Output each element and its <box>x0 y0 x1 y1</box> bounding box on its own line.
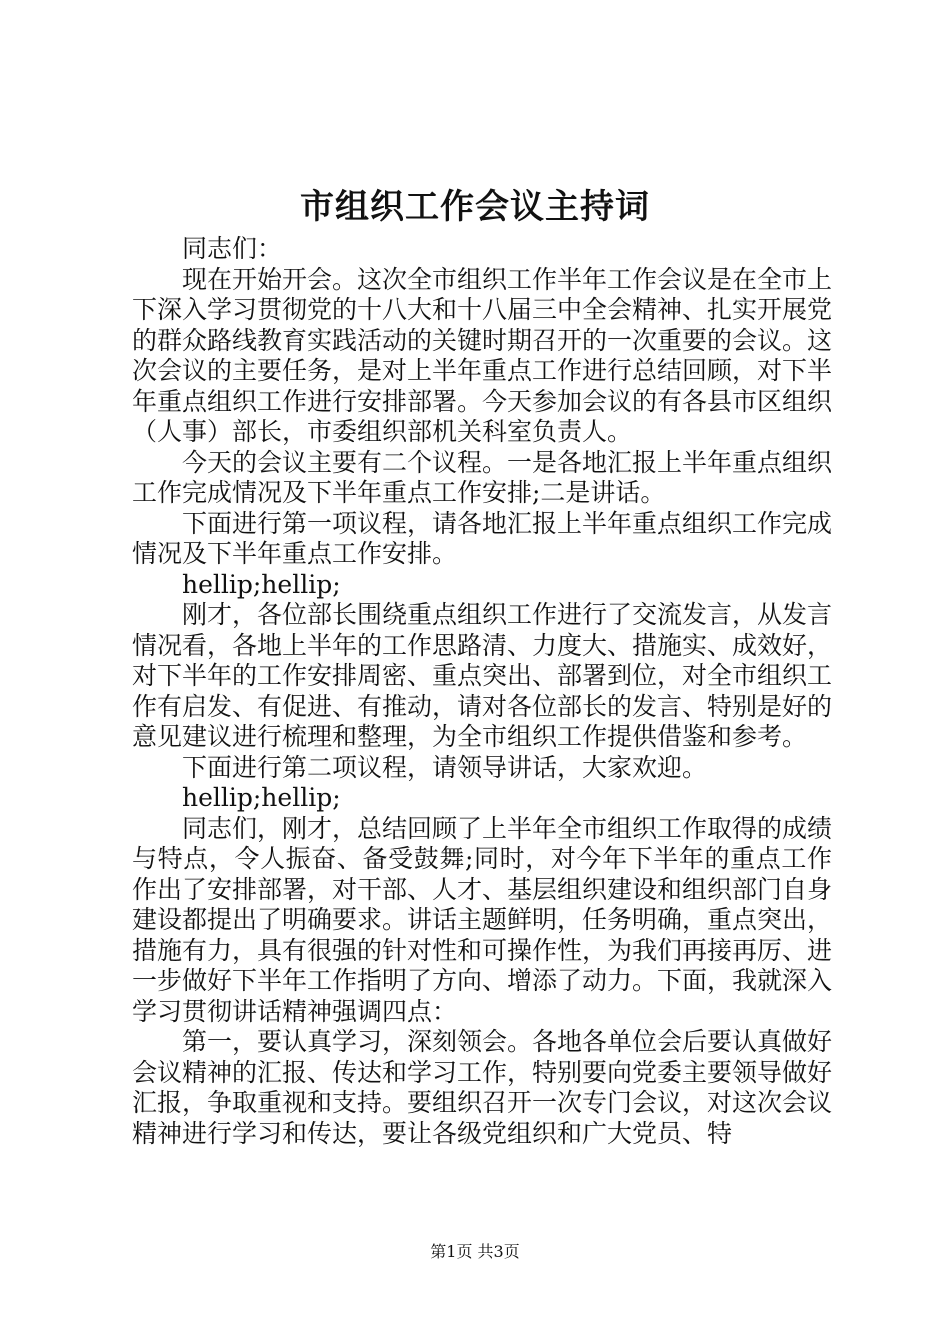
document-body <box>132 234 832 1149</box>
body-paragraph: 现在开始开会。这次全市组织工作半年工作会议是在全市上下深入学习贯彻党的十八大和十八届三中全会精神、扎实开展党的群众路线教育实践活动的关键时期召开的一次重要的会议。这次会议的主要任务，是对上半年重点工作进行总结回顾，对下半年重点组织工作进行安排部署。今天参加会议的有各县市区组织（人事）部长，市委组织部机关科室负责人。 <box>132 264 833 446</box>
body-paragraph: 同志们，刚才，总结回顾了上半年全市组织工作取得的成绩与特点，令人振奋、备受鼓舞;同时，对今年下半年的重点工作作出了安排部署，对干部、人才、基层组织建设和组织部门自身建设都提出了明确要求。讲话主题鲜明，任务明确，重点突出，措施有力，具有很强的针对性和可操作性，为我们再接再厉、进一步做好下半年工作指明了方向、增添了动力。下面，我就深入学习贯彻讲话精神强调四点： <box>132 813 833 1026</box>
ellipsis-paragraph: hellip;hellip; <box>182 783 341 812</box>
body-paragraph: 下面进行第一项议程，请各地汇报上半年重点组织工作完成情况及下半年重点工作安排。 <box>132 508 833 568</box>
page-number-footer: 第1页 共3页 <box>430 1242 520 1261</box>
body-paragraph: 第一，要认真学习，深刻领会。各地各单位会后要认真做好会议精神的汇报、传达和学习工作，特别要向党委主要领导做好汇报，争取重视和支持。要组织召开一次专门会议，对这次会议精神进行学习和传达，要让各级党组织和广大党员、特 <box>132 1027 833 1148</box>
salutation-paragraph: 同志们： <box>182 234 283 263</box>
ellipsis-paragraph: hellip;hellip; <box>182 569 341 599</box>
body-paragraph: 下面进行第二项议程，请领导讲话，大家欢迎。 <box>182 752 708 782</box>
body-paragraph: 今天的会议主要有二个议程。一是各地汇报上半年重点组织工作完成情况及下半年重点工作安排;二是讲话。 <box>132 447 833 507</box>
body-paragraph: 刚才，各位部长围绕重点组织工作进行了交流发言，从发言情况看，各地上半年的工作思路清、力度大、措施实、成效好，对下半年的工作安排周密、重点突出、部署到位，对全市组织工作有启发、有促进、有推动，请对各位部长的发言、特别是好的意见建议进行梳理和整理，为全市组织工作提供借鉴和参考。 <box>132 600 833 751</box>
document-title: 市组织工作会议主持词 <box>300 187 650 227</box>
